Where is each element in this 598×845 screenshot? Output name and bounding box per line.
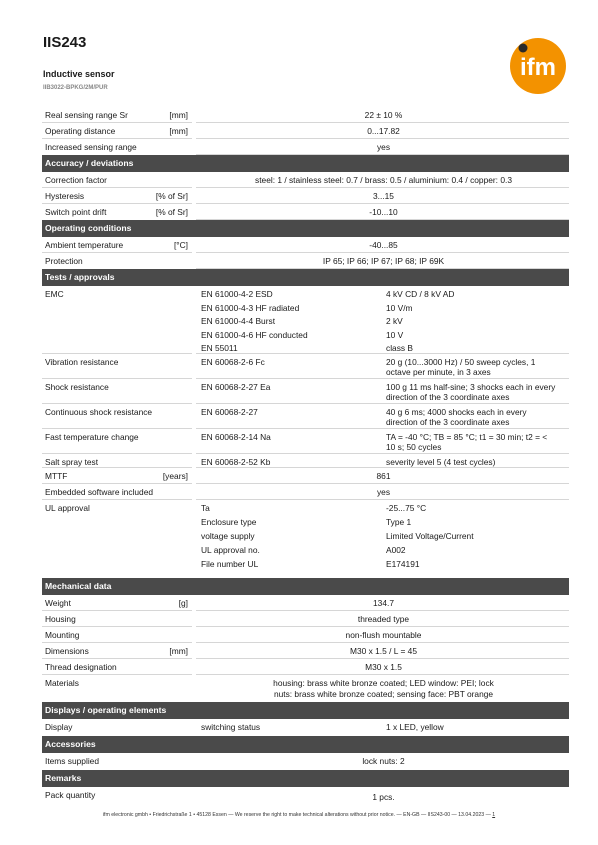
emc-row — [42, 327, 569, 341]
spec-value: non-flush mountable — [345, 630, 422, 640]
ifm-logo — [510, 38, 566, 94]
test-value: 40 g 6 ms; 4000 shocks each in every — [386, 407, 527, 417]
spec-value: yes — [376, 487, 391, 497]
spec-value: 861 — [376, 471, 391, 481]
ul-row — [42, 514, 569, 528]
ul-key: UL approval no. — [201, 545, 260, 555]
ul-value: -25...75 °C — [386, 503, 427, 513]
spec-value: threaded type — [357, 614, 410, 624]
product-subtitle: Inductive sensor — [43, 69, 115, 79]
test-standard: EN 61000-4-2 ESD — [201, 289, 273, 299]
spec-value: -10...10 — [369, 207, 398, 217]
test-standard: EN 60068-2-27 — [201, 407, 258, 417]
spec-unit: [mm] — [169, 126, 188, 136]
test-value: direction of the 3 coordinate axes — [386, 417, 510, 427]
spec-row — [42, 468, 569, 484]
spec-unit: [mm] — [169, 646, 188, 656]
spec-value: 22 ± 10 % — [364, 110, 403, 120]
ul-row — [42, 542, 569, 556]
test-value: 2 kV — [386, 316, 403, 326]
display-key: switching status — [201, 722, 261, 732]
ul-key: File number UL — [201, 559, 259, 569]
spec-row — [42, 204, 569, 220]
spec-row — [42, 379, 569, 404]
spec-row — [42, 675, 569, 702]
spec-unit: [% of Sr] — [155, 207, 188, 217]
spec-label: Housing — [45, 614, 76, 624]
product-title: IIS243 — [43, 34, 87, 51]
spec-row — [42, 354, 569, 379]
spec-row — [42, 595, 569, 611]
spec-row — [42, 139, 569, 155]
logo-text: ifm — [520, 54, 556, 81]
test-standard: EN 60068-2-27 Ea — [201, 382, 271, 392]
test-value: TA = -40 °C; TB = 85 °C; t1 = 30 min; t2 = < — [386, 432, 548, 442]
spec-value: 0...17.82 — [367, 126, 400, 136]
section-header-mechanical: Mechanical data — [42, 578, 569, 595]
spec-label: Hysteresis — [45, 191, 85, 201]
test-standard: EN 61000-4-4 Burst — [201, 316, 276, 326]
spec-value: yes — [376, 142, 391, 152]
spec-label: Dimensions — [45, 646, 89, 656]
spec-row — [42, 659, 569, 675]
spec-value: steel: 1 / stainless steel: 0.7 / brass: 0.5 / aluminium: 0.4 / copper: 0.3 — [255, 175, 512, 185]
test-standard: EN 60068-2-52 Kb — [201, 457, 271, 467]
test-value: 10 V/m — [386, 302, 413, 313]
section-header-accuracy: Accuracy / deviations — [42, 155, 569, 172]
section-header-remarks: Remarks — [42, 770, 569, 787]
emc-row — [42, 300, 569, 314]
datasheet-table — [42, 107, 569, 803]
spec-label: EMC — [45, 289, 64, 299]
ul-value: Type 1 — [386, 517, 412, 527]
spec-value: 134.7 — [373, 598, 394, 608]
section-header-tests: Tests / approvals — [42, 269, 569, 286]
spec-unit: [g] — [178, 598, 188, 608]
test-standard: EN 55011 — [201, 343, 238, 353]
spec-label: UL approval — [45, 503, 90, 513]
ul-value: Limited Voltage/Current — [386, 531, 474, 541]
spec-row — [42, 237, 569, 253]
spec-row — [42, 753, 569, 768]
spec-label: Mounting — [45, 630, 80, 640]
test-standard: EN 61000-4-3 HF radiated — [201, 302, 300, 313]
spec-row — [42, 454, 569, 468]
spec-label: Display — [45, 722, 73, 732]
spec-label: Operating distance — [45, 126, 116, 136]
ul-key: voltage supply — [201, 531, 255, 541]
test-value: octave per minute, in 3 axes — [386, 367, 491, 377]
spec-value: nuts: brass white bronze coated; sensing face: PBT orange — [273, 689, 494, 699]
spec-label: Salt spray test — [45, 457, 99, 467]
article-code: IIB3022-BPKG/2M/PUR — [43, 85, 108, 91]
spec-value: M30 x 1.5 — [365, 662, 402, 672]
spec-label: Correction factor — [45, 175, 107, 185]
ul-row — [42, 556, 569, 572]
spec-row — [42, 719, 569, 734]
spec-label: Embedded software included — [45, 487, 154, 497]
display-value: 1 x LED, yellow — [386, 722, 444, 732]
section-header-displays: Displays / operating elements — [42, 702, 569, 719]
page-footer — [0, 812, 598, 818]
spec-row — [42, 188, 569, 204]
test-value: class B — [386, 343, 413, 353]
spec-value: 3...15 — [373, 191, 394, 201]
test-standard: EN 61000-4-6 HF conducted — [201, 329, 308, 340]
test-value: 10 s; 50 cycles — [386, 442, 442, 452]
spec-label: Vibration resistance — [45, 357, 119, 367]
spec-row — [42, 253, 569, 269]
spec-value: housing: brass white bronze coated; LED window: PEI; lock — [273, 678, 494, 688]
spec-value: -40...85 — [369, 240, 398, 250]
spec-label: Shock resistance — [45, 382, 109, 392]
spec-unit: [mm] — [169, 110, 188, 120]
page-number: 1 — [492, 812, 496, 818]
footer-text: ifm electronic gmbh • Friedrichstraße 1 • 45128 Essen — We reserve the right to make technical alterations without prior notice. — EN-GB — IIS243-00 — 13.04.2023 — — [102, 812, 491, 818]
test-value: 10 V — [386, 329, 404, 340]
section-header-accessories: Accessories — [42, 736, 569, 753]
test-value: 20 g (10...3000 Hz) / 50 sweep cycles, 1 — [386, 357, 536, 367]
spec-value: M30 x 1.5 / L = 45 — [350, 646, 417, 656]
spec-label: Pack quantity — [45, 790, 96, 800]
spec-row — [42, 643, 569, 659]
spec-row — [42, 404, 569, 429]
emc-row — [42, 340, 569, 354]
spec-unit: [years] — [162, 471, 188, 481]
spec-value: lock nuts: 2 — [362, 756, 405, 766]
spec-row — [42, 123, 569, 139]
test-value: direction of the 3 coordinate axes — [386, 392, 510, 402]
spec-label: Thread designation — [45, 662, 117, 672]
spec-label: Fast temperature change — [45, 432, 139, 442]
spec-row — [42, 484, 569, 500]
spec-row — [42, 627, 569, 643]
spec-row — [42, 611, 569, 627]
ul-row — [42, 528, 569, 542]
test-value: 100 g 11 ms half-sine; 3 shocks each in every — [386, 382, 556, 392]
test-standard: EN 60068-2-14 Na — [201, 432, 271, 442]
ul-row — [42, 500, 569, 514]
spec-row — [42, 172, 569, 188]
test-value: severity level 5 (4 test cycles) — [386, 457, 496, 467]
spec-label: MTTF — [45, 471, 68, 481]
ul-key: Ta — [201, 503, 210, 513]
spec-label: Real sensing range Sr — [45, 110, 128, 120]
ul-value: E174191 — [386, 559, 420, 569]
ul-key: Enclosure type — [201, 517, 257, 527]
section-header-operating: Operating conditions — [42, 220, 569, 237]
ul-value: A002 — [386, 545, 406, 555]
spec-value: 1 pcs. — [372, 792, 395, 802]
emc-row — [42, 286, 569, 300]
spec-label: Materials — [45, 678, 79, 688]
spec-label: Switch point drift — [45, 207, 107, 217]
spec-label: Items supplied — [45, 756, 99, 766]
spec-label: Weight — [45, 598, 71, 608]
spec-row — [42, 787, 569, 803]
test-standard: EN 60068-2-6 Fc — [201, 357, 265, 367]
spec-row — [42, 429, 569, 454]
test-value: 4 kV CD / 8 kV AD — [386, 289, 455, 299]
spec-label: Continuous shock resistance — [45, 407, 153, 417]
spec-unit: [% of Sr] — [155, 191, 188, 201]
spec-unit: [°C] — [173, 240, 188, 250]
spec-label: Ambient temperature — [45, 240, 124, 250]
emc-row — [42, 313, 569, 327]
spec-label: Protection — [45, 256, 83, 266]
spec-label: Increased sensing range — [45, 142, 137, 152]
spec-row — [42, 107, 569, 123]
spec-value: IP 65; IP 66; IP 67; IP 68; IP 69K — [322, 256, 445, 266]
